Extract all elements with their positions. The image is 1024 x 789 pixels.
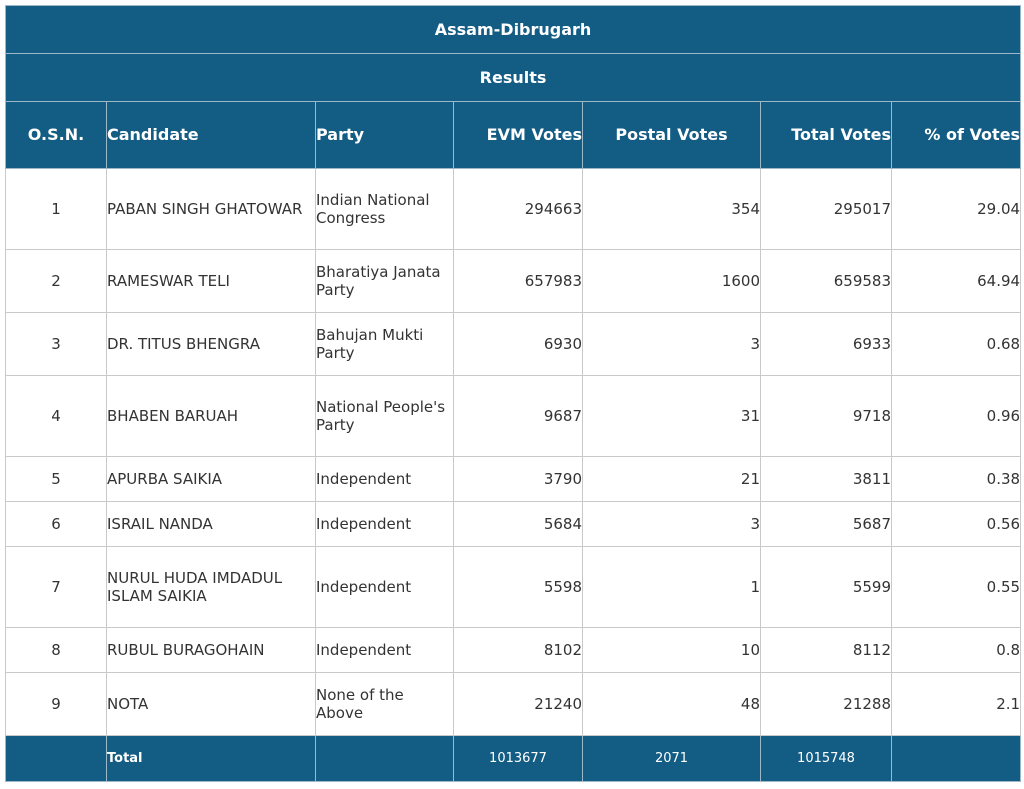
cell-total-votes: 5687 — [761, 502, 892, 547]
cell-postal-votes: 3 — [583, 502, 761, 547]
cell-percent-votes: 0.8 — [892, 628, 1021, 673]
cell-total-votes: 8112 — [761, 628, 892, 673]
cell-postal-votes: 10 — [583, 628, 761, 673]
cell-candidate: NURUL HUDA IMDADUL ISLAM SAIKIA — [107, 547, 316, 628]
cell-percent-votes: 2.1 — [892, 673, 1021, 736]
total-osn-cell — [6, 736, 107, 782]
cell-candidate: APURBA SAIKIA — [107, 457, 316, 502]
total-label: Total — [107, 736, 316, 782]
cell-candidate: RUBUL BURAGOHAIN — [107, 628, 316, 673]
total-evm-votes: 1013677 — [454, 736, 583, 782]
cell-candidate: PABAN SINGH GHATOWAR — [107, 169, 316, 250]
cell-party: Bharatiya Janata Party — [316, 250, 454, 313]
cell-postal-votes: 21 — [583, 457, 761, 502]
header-percent-votes: % of Votes — [892, 102, 1021, 169]
cell-percent-votes: 0.55 — [892, 547, 1021, 628]
header-candidate: Candidate — [107, 102, 316, 169]
cell-party: Independent — [316, 457, 454, 502]
cell-osn: 7 — [6, 547, 107, 628]
table-row — [6, 250, 1021, 313]
cell-osn: 1 — [6, 169, 107, 250]
table-row — [6, 628, 1021, 673]
total-row — [6, 736, 1021, 782]
total-postal-votes: 2071 — [583, 736, 761, 782]
cell-party: Independent — [316, 628, 454, 673]
cell-candidate: NOTA — [107, 673, 316, 736]
cell-total-votes: 5599 — [761, 547, 892, 628]
table-row — [6, 457, 1021, 502]
total-party-cell — [316, 736, 454, 782]
cell-osn: 4 — [6, 376, 107, 457]
cell-evm-votes: 294663 — [454, 169, 583, 250]
cell-evm-votes: 6930 — [454, 313, 583, 376]
cell-evm-votes: 21240 — [454, 673, 583, 736]
table-row — [6, 169, 1021, 250]
header-total-votes: Total Votes — [761, 102, 892, 169]
cell-total-votes: 9718 — [761, 376, 892, 457]
results-table — [5, 5, 1021, 782]
header-evm-votes: EVM Votes — [454, 102, 583, 169]
cell-total-votes: 6933 — [761, 313, 892, 376]
cell-total-votes: 21288 — [761, 673, 892, 736]
cell-candidate: ISRAIL NANDA — [107, 502, 316, 547]
cell-osn: 8 — [6, 628, 107, 673]
table-row — [6, 547, 1021, 628]
table-subtitle: Results — [6, 54, 1021, 102]
cell-percent-votes: 64.94 — [892, 250, 1021, 313]
cell-percent-votes: 29.04 — [892, 169, 1021, 250]
cell-postal-votes: 1 — [583, 547, 761, 628]
cell-postal-votes: 1600 — [583, 250, 761, 313]
cell-osn: 2 — [6, 250, 107, 313]
cell-postal-votes: 31 — [583, 376, 761, 457]
cell-candidate: BHABEN BARUAH — [107, 376, 316, 457]
cell-osn: 3 — [6, 313, 107, 376]
cell-total-votes: 659583 — [761, 250, 892, 313]
cell-candidate: RAMESWAR TELI — [107, 250, 316, 313]
cell-osn: 9 — [6, 673, 107, 736]
table-row — [6, 376, 1021, 457]
cell-percent-votes: 0.96 — [892, 376, 1021, 457]
cell-percent-votes: 0.56 — [892, 502, 1021, 547]
table-row — [6, 673, 1021, 736]
cell-percent-votes: 0.68 — [892, 313, 1021, 376]
cell-evm-votes: 8102 — [454, 628, 583, 673]
cell-party: Independent — [316, 547, 454, 628]
cell-evm-votes: 5684 — [454, 502, 583, 547]
cell-evm-votes: 9687 — [454, 376, 583, 457]
cell-evm-votes: 3790 — [454, 457, 583, 502]
cell-total-votes: 295017 — [761, 169, 892, 250]
cell-postal-votes: 48 — [583, 673, 761, 736]
table-title: Assam-Dibrugarh — [6, 6, 1021, 54]
cell-osn: 6 — [6, 502, 107, 547]
cell-total-votes: 3811 — [761, 457, 892, 502]
cell-party: Bahujan Mukti Party — [316, 313, 454, 376]
cell-party: Independent — [316, 502, 454, 547]
total-total-votes: 1015748 — [761, 736, 892, 782]
cell-postal-votes: 354 — [583, 169, 761, 250]
cell-party: None of the Above — [316, 673, 454, 736]
cell-percent-votes: 0.38 — [892, 457, 1021, 502]
cell-evm-votes: 5598 — [454, 547, 583, 628]
cell-osn: 5 — [6, 457, 107, 502]
table-row — [6, 313, 1021, 376]
header-postal-votes: Postal Votes — [583, 102, 761, 169]
cell-postal-votes: 3 — [583, 313, 761, 376]
subtitle-row — [6, 54, 1021, 102]
total-percent-cell — [892, 736, 1021, 782]
title-row — [6, 6, 1021, 54]
header-party: Party — [316, 102, 454, 169]
header-row — [6, 102, 1021, 169]
cell-candidate: DR. TITUS BHENGRA — [107, 313, 316, 376]
cell-party: National People's Party — [316, 376, 454, 457]
header-osn: O.S.N. — [6, 102, 107, 169]
table-row — [6, 502, 1021, 547]
cell-party: Indian National Congress — [316, 169, 454, 250]
cell-evm-votes: 657983 — [454, 250, 583, 313]
